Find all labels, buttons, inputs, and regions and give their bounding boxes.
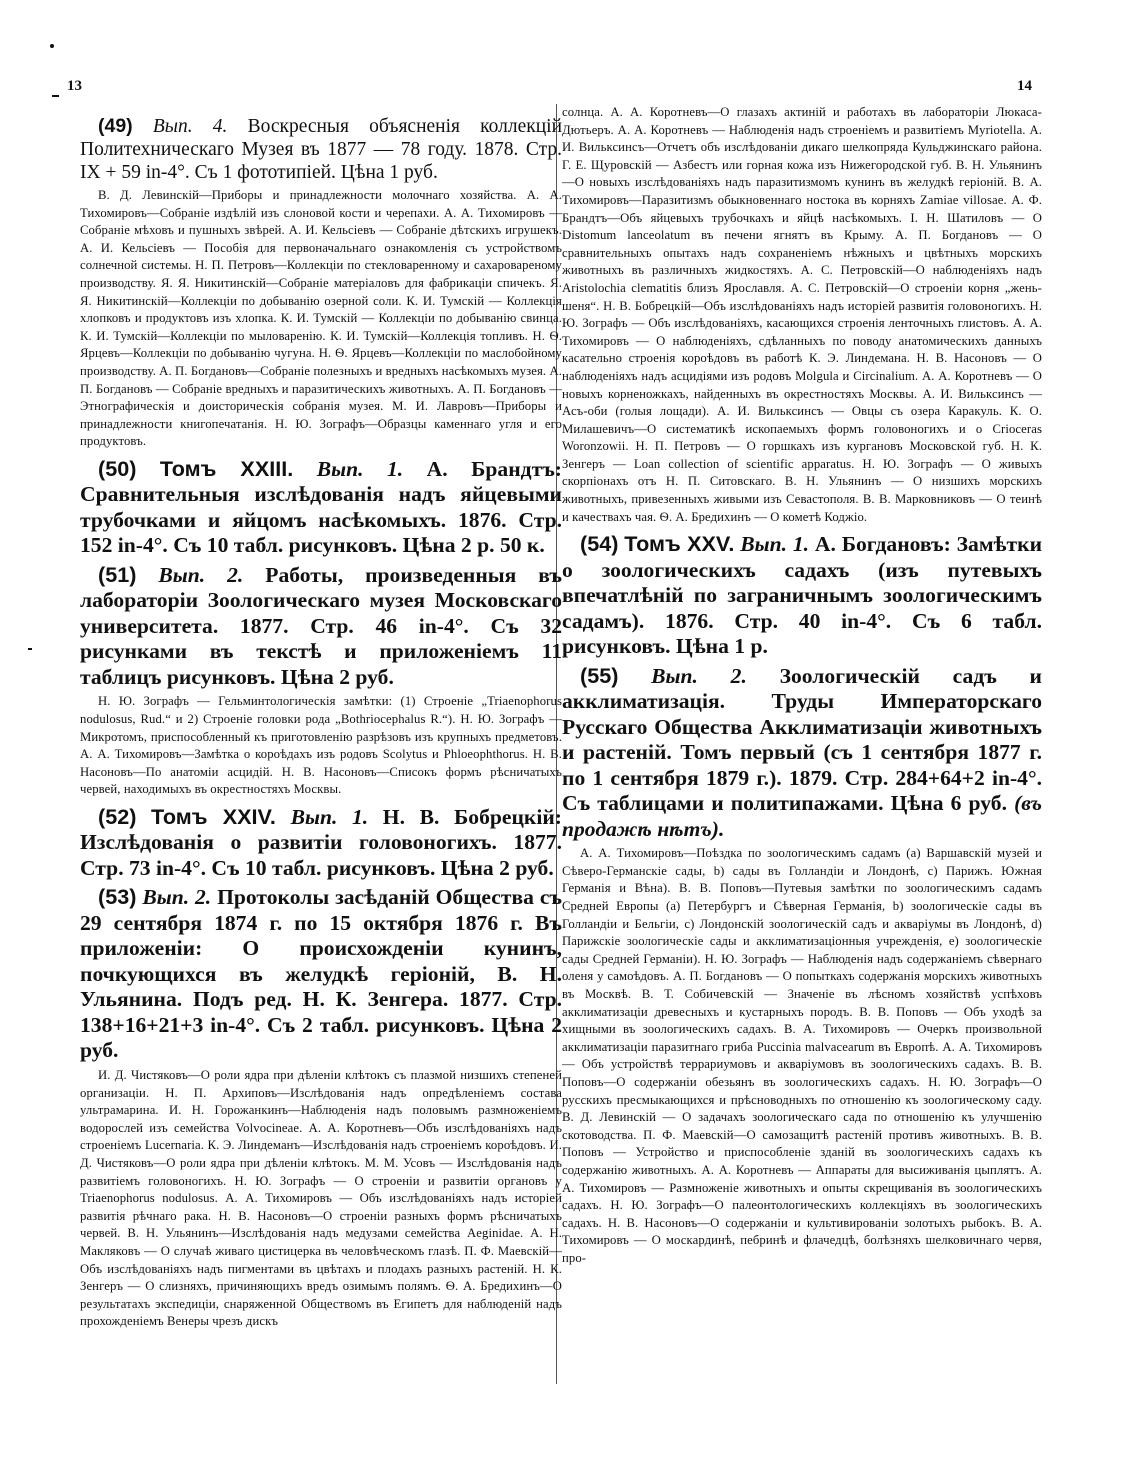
issue-label: Вып. 4. xyxy=(152,116,228,137)
volume-label: Томъ XXIII. xyxy=(159,455,294,481)
scan-mark-margin xyxy=(28,648,32,650)
entry-53-contents-continued: солнца. А. А. Коротневъ—О глазахъ актиній и работахъ въ лабораторіи Люкаса-Дютьеръ. А. А. Коротневъ — Наблюденія надъ строеніемъ и развитіемъ Myriotella. А. И. Вильксинсъ—Отчетъ объ изслѣдованіи дикаго шелкопряда Кульджинскаго района. Г. Е. Щуровскій — Азбестъ или горная кожа изъ Нижегородской губ. В. Н. Ульянинъ—О новыхъ изслѣдованіяхъ надъ паразитизмомъ кунинъ въ желудкѣ геріоній. В. А. Тихомировъ—Паразитизмъ обыкновеннаго ностока въ корняхъ Zamiae villosae. А. Ф. Брандтъ—Объ яйцевыхъ трубочкахъ и яйцѣ насѣкомыхъ. І. Н. Шатиловъ — О Distomum lanceolatum въ печени ягнятъ въ Крыму. А. П. Богдановъ — О сравнительныхъ опытахъ надъ сохраненіемъ нѣжныхъ и цвѣтныхъ морскихъ животныхъ въ различныхъ жидкостяхъ. А. С. Петровскій—О наблюденіяхъ надъ Aristolochia clematitis близъ Ярославля. А. С. Петровскій—О строеніи корня „жень-шеня“. Н. В. Бобрецкій—Объ изслѣдованіяхъ надъ исторіей развитія головоногихъ. Н. Ю. Зографъ — Объ изслѣдованіяхъ, касающихся строенія ленточныхъ глистовъ. А. А. Тихомировъ — О наблюденіяхъ, сдѣланныхъ по поводу анатомическихъ данныхъ касательно строенія короѣдовъ въ работѣ К. Э. Линдемана. Н. В. Насоновъ — О наблюденіяхъ надъ асцидіями изъ родовъ Molgula и Circinalium. А. А. Коротневъ — О новыхъ корненожкахъ, найденныхъ въ окрестностяхъ Москвы. А. И. Вильксинсъ — Асъ-оби (голыя лощади). А. И. Вильксинсъ — Овцы съ озера Каракуль. К. О. Милашевичъ—О систематикѣ ископаемыхъ формъ головоногихъ и о Crioceras Woronzowii. Н. П. Петровъ — О горшкахъ изъ кургановъ Московской губ. Н. К. Зенгеръ — Loan collection of scientific apparatus. Н. Ю. Зографъ — О живыхъ скорпіонахъ отъ Н. П. Ситовскаго. В. Н. Ульянинъ — О низшихъ морскихъ животныхъ, привезенныхъ живыми изъ Севастополя. В. В. Марковниковъ — О теинѣ и качествахъ чая. Ѳ. А. Бредихинъ — О кометѣ Коджіо. xyxy=(562,105,1042,524)
entry-number: (52) xyxy=(98,803,137,829)
issue-label: Вып. 2. xyxy=(158,562,244,587)
issue-label: Вып. 2. xyxy=(651,663,747,688)
entry-number: (49) xyxy=(98,115,133,137)
entry-number: (50) xyxy=(98,455,137,481)
entry-number: (54) xyxy=(580,531,619,557)
availability-note: (въ продажѣ нѣтъ). xyxy=(562,791,1042,841)
entry-53-contents: И. Д. Чистяковъ—О роли ядра при дѣленіи клѣтокъ съ плазмой низшихъ степеней организаціи. Н. П. Архиповъ—Изслѣдованія надъ опредѣленіемъ состава ультрамарина. И. Н. Горожанкинъ—Наблюденія надъ половымъ размноженіемъ водорослей изъ семейства Volvocineae. А. А. Коротневъ—Объ изслѣдованіяхъ надъ строеніемъ Lucernaria. К. Э. Линдеманъ—Изслѣдованія надъ строеніемъ короѣдовъ. И. Д. Чистяковъ—О роли ядра при дѣленіи клѣтокъ. М. М. Усовъ — Изслѣдованія надъ развитіемъ головоногихъ. Н. Ю. Зографъ — О строеніи и развитіи органовъ у Triaenophorus nodulosus. А. А. Тихомировъ — Объ изслѣдованіяхъ надъ исторіей развитія рѣчнаго рака. Н. В. Насоновъ—О строеніи разныхъ формъ рѣсничатыхъ червей. В. Н. Ульянинъ—Изслѣдованія надъ медузами семейства Aeginidae. А. Н. Макляковъ — О случаѣ живаго цистицерка въ человѣческомъ глазѣ. П. Ф. Маевскій—Объ изслѣдованіяхъ надъ пигментами въ цвѣтахъ и плодахъ разныхъ растеній. Н. К. Зенгеръ — О слизняхъ, причиняющихъ вредъ озимымъ полямъ. Ѳ. А. Бредихинъ—О результатахъ экспедиціи, снаряженной Обществомъ въ Египетъ для наблюденій надъ прохожденіемъ Венеры чрезъ дискъ xyxy=(80,1067,562,1329)
entry-52 xyxy=(80,804,562,882)
right-column xyxy=(562,104,1042,1273)
entry-55 xyxy=(562,663,1042,843)
entry-49-contents: В. Д. Левинскій—Приборы и принадлежности молочнаго хозяйства. А. А. Тихомировъ—Собраніе издѣлій изъ слоновой кости и черепахи. А. А. Тихомировъ — Собраніе мѣховъ и пушныхъ звѣрей. А. И. Кельсіевъ — Собраніе дѣтскихъ игрушекъ. А. И. Кельсіевъ — Пособія для первоначальнаго ознакомленія съ устройствомъ солнечной системы. Н. П. Петровъ—Коллекціи по стекловаренному и сахаровареному производству. Я. Я. Никитинскій—Собраніе матеріаловъ для фабрикаціи спичекъ. Я. Я. Никитинскій—Коллекціи по добыванію озерной соли. К. И. Тумскій — Коллекція хлопковъ и продуктовъ изъ хлопка. К. И. Тумскій — Коллекціи по добыванію свинца. К. И. Тумскій—Коллекціи по мыловаренію. К. И. Тумскій—Коллекція топливъ. Н. Ѳ. Ярцевъ—Коллекціи по добыванію чугуна. Н. Ѳ. Ярцевъ—Коллекціи по маслобойному производству. А. П. Богдановъ—Собраніе полезныхъ и вредныхъ насѣкомыхъ музея. А. П. Богдановъ — Собраніе вредныхъ и паразитическихъ животныхъ. А. П. Богдановъ — Этнографическія и доисторическія собранія музея. М. И. Лавровъ—Приборы и принадлежности книгопечатанія. Н. Ю. Зографъ—Образцы каменнаго угля и его продуктовъ. xyxy=(80,188,562,449)
entry-title: Зоологическій садъ и акклиматизація. Труды Императорскаго Русскаго Общества Акклиматизаціи животныхъ и растеній. Томъ первый (съ 1 сентября 1877 г. по 1 сентября 1879 г.). 1879. Стр. 284+64+2 in-4°. Съ таблицами и политипажами. Цѣна 6 руб. xyxy=(562,663,1042,816)
entry-51 xyxy=(80,562,562,691)
issue-label: Вып. 2. xyxy=(142,885,212,910)
scan-mark-left xyxy=(52,95,59,97)
entry-51-contents: Н. Ю. Зографъ — Гельминтологическія замѣтки: (1) Строеніе „Triaenophorus nodulosus, Rud.“ и 2) Строеніе головки рода „Bothriocephalus R.“). Н. Ю. Зографъ — Микротомъ, приспособленный къ приготовленію разрѣзовъ изъ крупныхъ предметовъ. А. А. Тихомировъ—Замѣтка о короѣдахъ изъ родовъ Scolytus и Phloeophthorus. Н. В. Насоновъ—По анатоміи асцидій. Н. В. Насоновъ—Списокъ формъ рѣсничатыхъ червей, находимыхъ въ окрестностяхъ Москвы. xyxy=(80,694,562,797)
entry-53 xyxy=(80,884,562,1064)
entry-title: Протоколы засѣданій Общества съ 29 сентября 1874 г. по 15 октября 1876 г. Въ приложеніи: О происхожденіи кунинъ, почкующихся въ желудкѣ геріоній, В. Н. Ульянина. Подъ ред. Н. К. Зенгера. 1877. Стр. 138+16+21+3 in-4°. Съ 2 табл. рисунковъ. Цѣна 2 руб. xyxy=(80,885,562,1063)
entry-number: (55) xyxy=(580,662,619,688)
volume-label: Томъ XXIV. xyxy=(151,803,276,829)
volume-label: Томъ XXV. xyxy=(624,531,735,557)
scan-dot xyxy=(50,44,54,48)
left-column xyxy=(80,115,562,1336)
page-number-left: 13 xyxy=(67,78,82,94)
entry-title: А. Богдановъ: Замѣтки о зоологическихъ садахъ (изъ путевыхъ впечатлѣній по заграничнымъ зоологическимъ садамъ). 1876. Стр. 40 in-4°. Съ 6 табл. рисунковъ. Цѣна 1 р. xyxy=(562,532,1043,659)
entry-number: (51) xyxy=(98,561,137,587)
entry-title: Н. В. Бобрецкій: Изслѣдованія о развитіи головоногихъ. 1877. Стр. 73 in-4°. Съ 10 табл. рисунковъ. Цѣна 2 руб. xyxy=(80,804,563,880)
entry-49 xyxy=(80,115,562,184)
entry-title: Воскресныя объясненія коллекцій Политехническаго Музея въ 1877 — 78 году. 1878. Стр. IX + 59 in-4°. Съ 1 фототипіей. Цѣна 1 руб. xyxy=(80,116,563,183)
issue-label: Вып. 1. xyxy=(316,456,404,481)
issue-label: Вып. 1. xyxy=(290,804,369,829)
entry-55-contents: А. А. Тихомировъ—Поѣздка по зоологическимъ садамъ (a) Варшавскій музей и Сѣверо-Германскіе сады, b) сады въ Голландіи и Лондонѣ, c) Парижъ. Южная Германія и Вѣна). В. В. Поповъ—Путевыя замѣтки по зоологическимъ садамъ Средней Европы (a) Петербургъ и Сѣверная Германія, b) зоологическіе сады въ Голландіи и Бельгіи, c) Лондонскій зоологическій садъ и акваріумы въ Лондонѣ, d) Парижскіе зоологическіе сады и акклиматизаціонныя учрежденія, e) зоологическіе сады Средней Германіи). Н. Ю. Зографъ — Наблюденія надъ содержаніемъ сѣвернаго оленя у самоѣдовъ. А. П. Богдановъ — О попыткахъ содержанія морскихъ животныхъ въ Москвѣ. В. Т. Собичевскій — Значеніе въ лѣсномъ хозяйствѣ успѣховъ акклиматизаціи древесныхъ и кустарныхъ породъ. В. В. Поповъ — Объ уходѣ за хищными въ зоологическихъ садахъ. В. А. Тихомировъ — Очеркъ произвольной акклиматизаціи паразитнаго гриба Puccinia malvacearum въ Европѣ. А. А. Тихомировъ — Объ устройствѣ террариумовъ и акваріумовъ въ зоологическихъ садахъ. В. В. Поповъ—О содержаніи обезьянъ въ зоологическихъ садахъ. Н. Ю. Зографъ—О русскихъ пресмыкающихся и прѣсноводныхъ по отношенію къ зоологическому саду. В. Д. Левинскій — О задачахъ зоологическаго сада по отношенію къ улучшенію скотоводства. П. Ф. Маевскій—О самозащитѣ растеній противъ животныхъ. В. В. Поповъ — Устройство и приспособленіе зданій въ зоологическихъ садахъ къ содержанію животныхъ. А. А. Коротневъ — Аппараты для высиживанія цыплятъ. А. А. Тихомировъ — Размноженіе животныхъ и опыты скрещиванія въ зоологическихъ садахъ. Н. Ю. Зографъ—О палеонтологическихъ коллекціяхъ въ зоологическихъ садахъ. Н. В. Насоновъ—О содержаніи и культивированіи золотыхъ рыбокъ. В. А. Тихомировъ — О москардинѣ, пебринѣ и флачедцѣ, болѣзняхъ шелковичнаго червя, про- xyxy=(562,846,1042,1265)
issue-label: Вып. 1. xyxy=(740,532,810,557)
entry-54 xyxy=(562,531,1042,660)
entry-number: (53) xyxy=(98,884,137,910)
entry-title: Работы, произведенныя въ лабораторіи Зоологическаго музея Московскаго университета. 1877. Стр. 46 in-4°. Съ 32 рисунками въ текстѣ и приложеніемъ 11 таблицъ рисунковъ. Цѣна 2 руб. xyxy=(80,562,562,689)
page-number-right: 14 xyxy=(1017,78,1032,94)
entry-50 xyxy=(80,456,562,559)
entry-title: А. Брандтъ: Сравнительныя изслѣдованія надъ яйцевыми трубочками и яйцомъ насѣкомыхъ. 1876. Стр. 152 in-4°. Съ 10 табл. рисунковъ. Цѣна 2 р. 50 к. xyxy=(80,456,562,558)
